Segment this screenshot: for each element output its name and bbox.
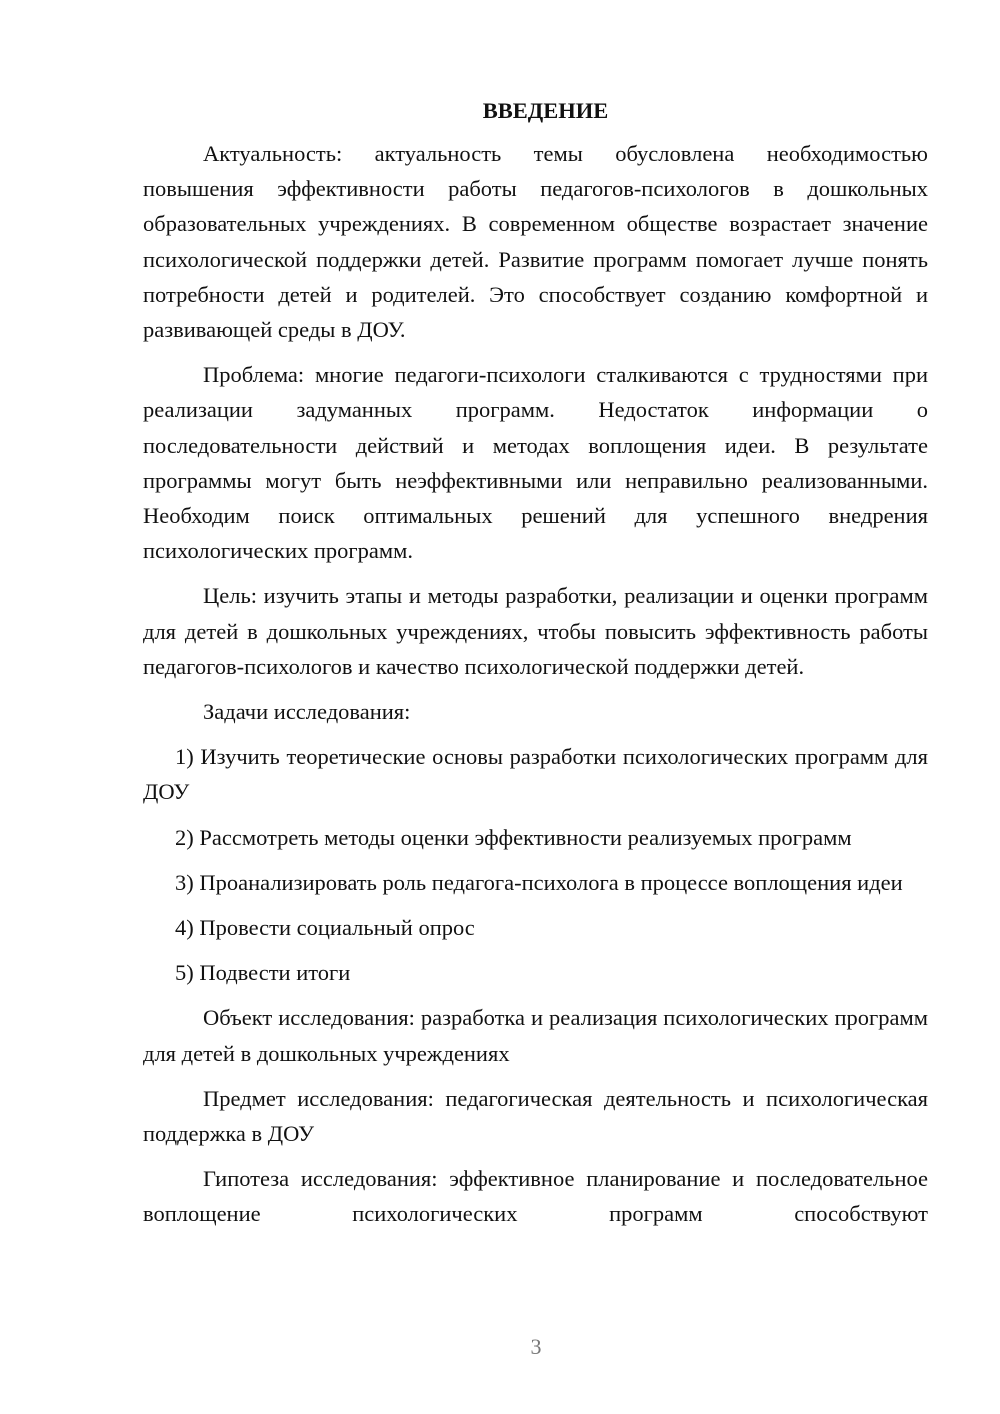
subject-paragraph: Предмет исследования: педагогическая деятельность и психологическая поддержка в ДОУ	[143, 1085, 928, 1147]
object-paragraph: Объект исследования: разработка и реализация психологических программ для детей в дошкольных учреждениях	[143, 1005, 928, 1066]
tasks-title: Задачи исследования:	[203, 699, 411, 725]
page-number: 3	[530, 1334, 542, 1359]
task-item: 5) Подвести итоги	[175, 960, 351, 986]
problem-paragraph: Проблема: многие педагоги-психологи сталкиваются с трудностями при реализации задуманных программ. Недостаток информации о последовательности действий и методах воплощения идеи. В результате программы могут быть неэффективными или неправильно реализованными. Необходим поиск оптимальных решений для успешного внедрения психологических программ.	[143, 362, 928, 564]
task-item: 1) Изучить теоретические основы разработки психологических программ для ДОУ	[143, 744, 928, 805]
task-item: 3) Проанализировать роль педагога-психолога в процессе воплощения идеи	[175, 869, 903, 895]
page-content	[143, 96, 928, 1242]
task-item: 4) Провести социальный опрос	[175, 915, 475, 941]
hypothesis-paragraph: Гипотеза исследования: эффективное планирование и последовательное воплощение психологических программ способствуют	[143, 1166, 928, 1227]
task-item: 2) Рассмотреть методы оценки эффективности реализуемых программ	[175, 824, 852, 850]
relevance-paragraph: Актуальность: актуальность темы обусловлена необходимостью повышения эффективности работы педагогов-психологов в дошкольных образовательных учреждениях. В современном обществе возрастает значение психологической поддержки детей. Развитие программ помогает лучше понять потребности детей и родителей. Это способствует созданию комфортной и развивающей среды в ДОУ.	[143, 141, 928, 343]
tasks-list	[143, 739, 928, 990]
section-heading: ВВЕДЕНИЕ	[482, 98, 609, 123]
goal-paragraph: Цель: изучить этапы и методы разработки, реализации и оценки программ для детей в дошкольных учреждениях, чтобы повысить эффективность работы педагогов-психологов и качество психологической поддержки детей.	[143, 583, 928, 679]
